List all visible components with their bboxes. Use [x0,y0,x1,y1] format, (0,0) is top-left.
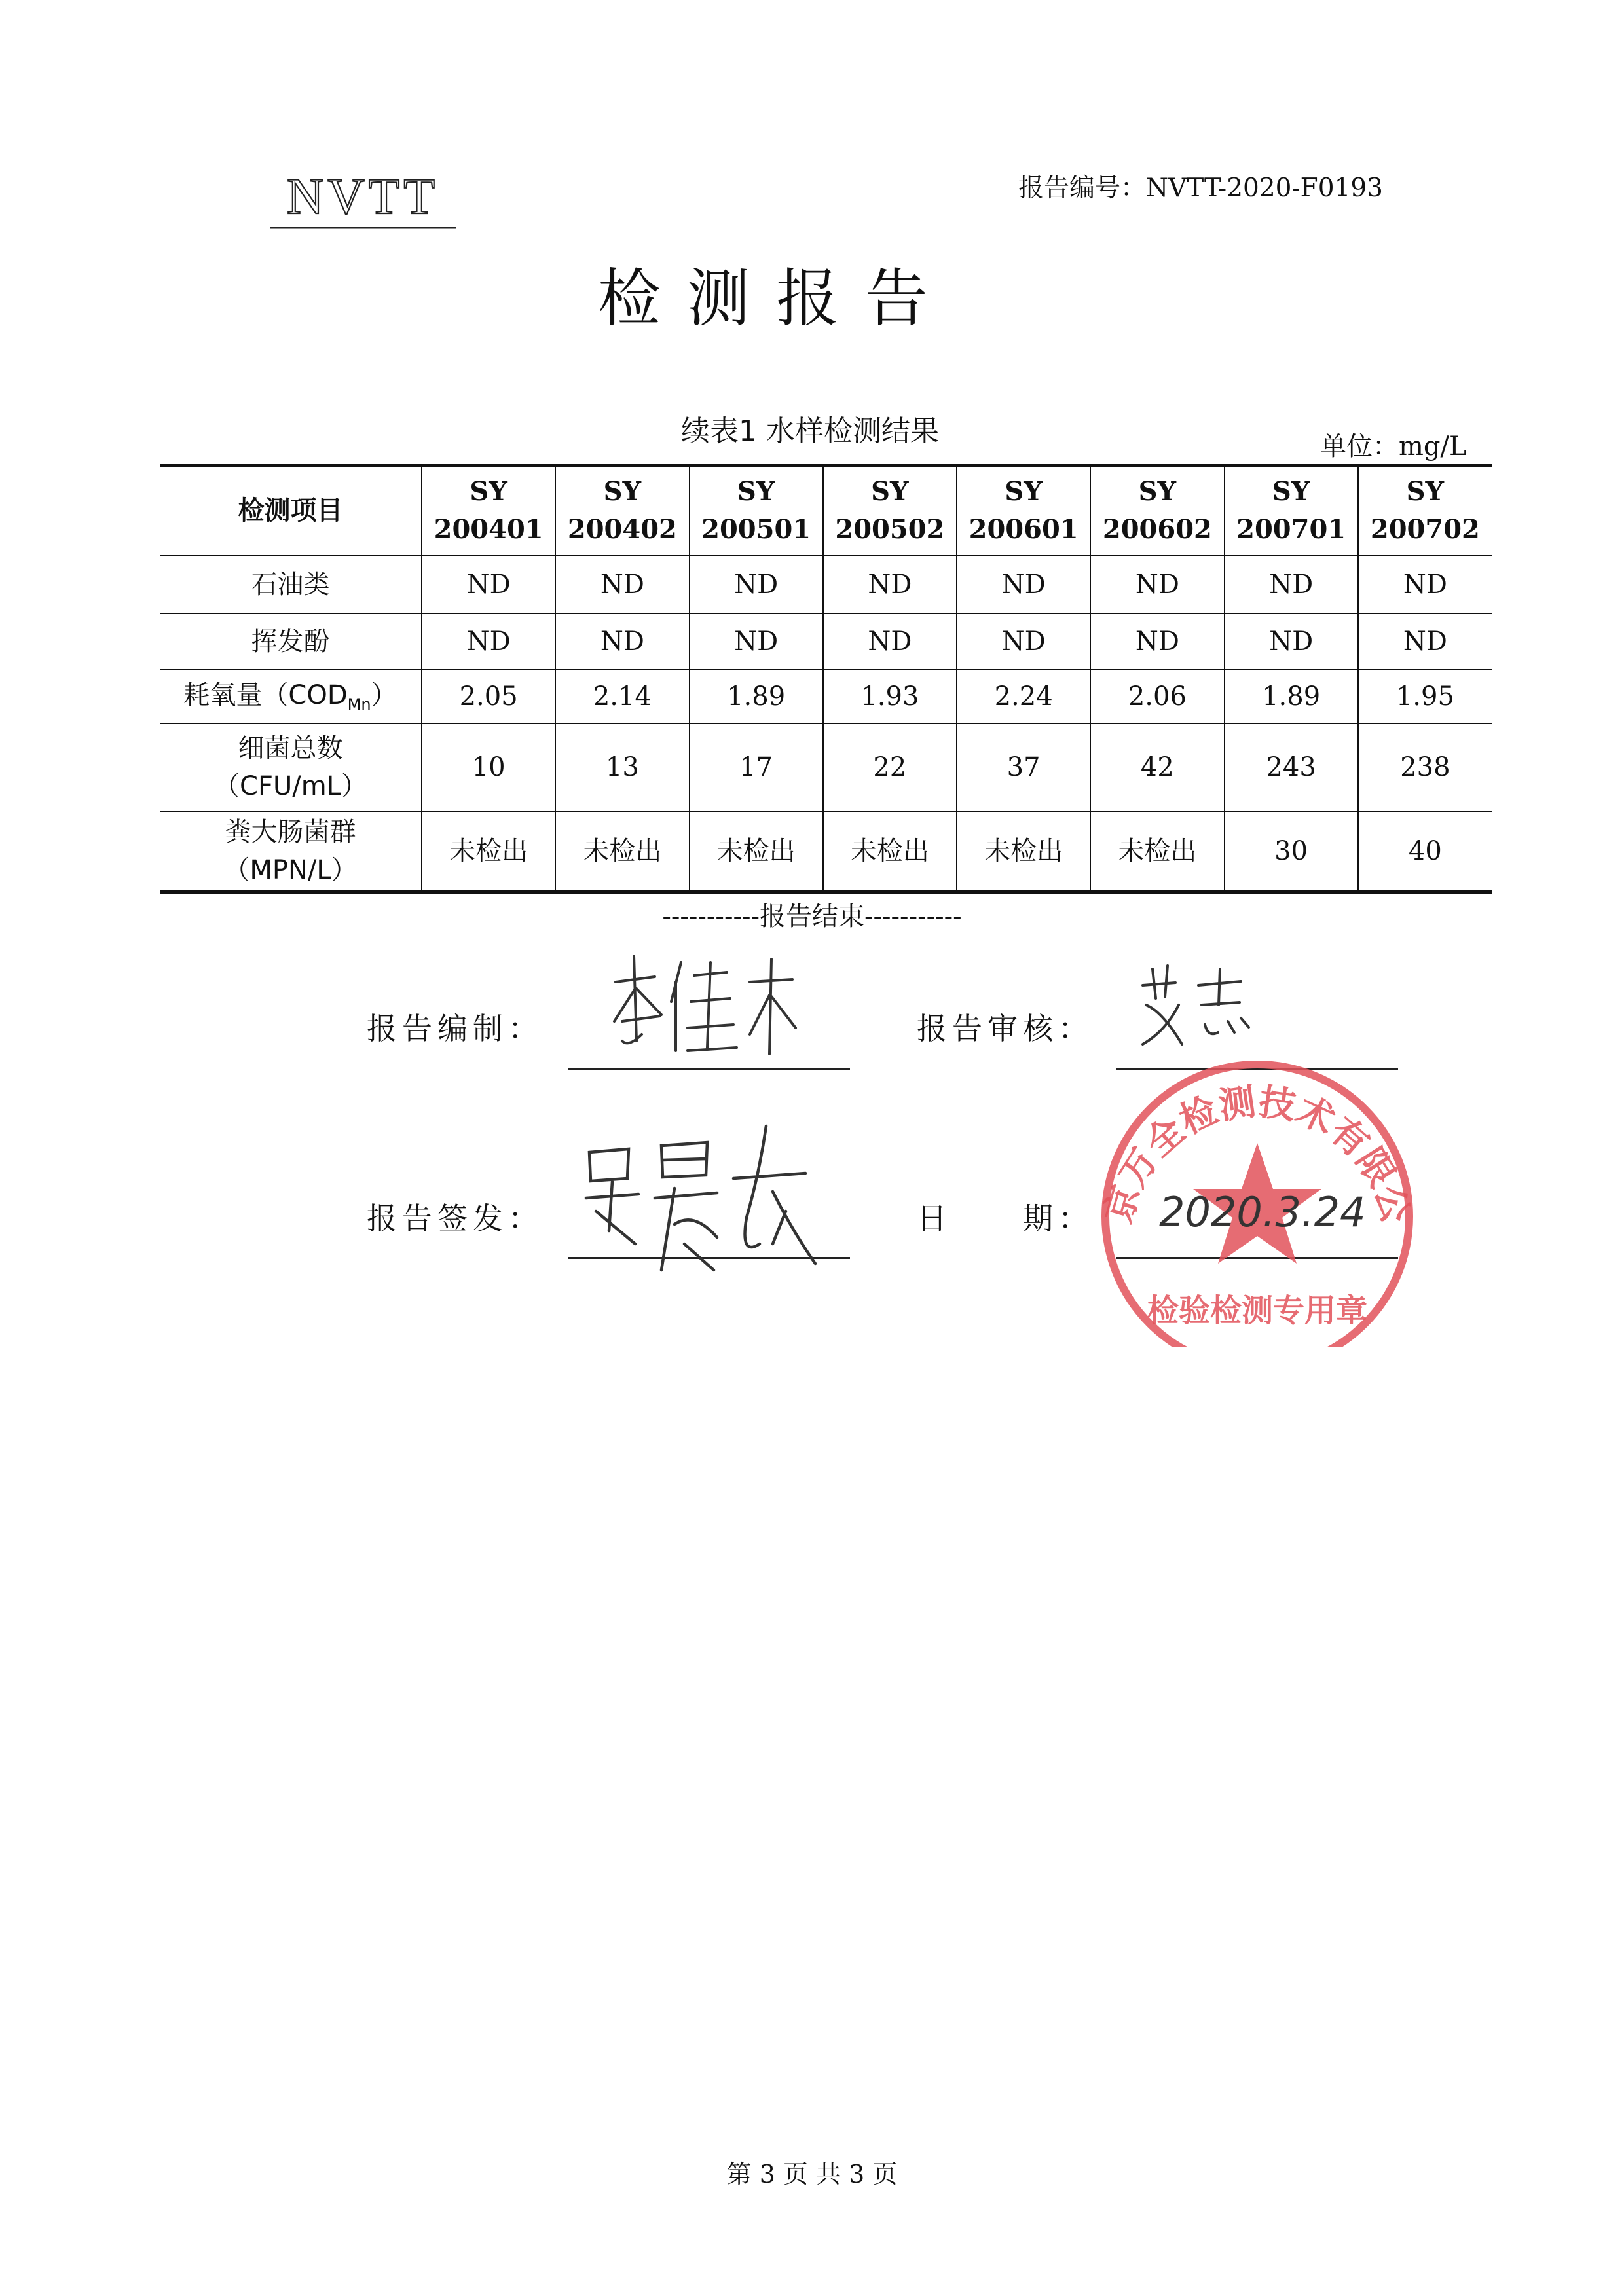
reviewed-by-signature [1136,959,1254,1051]
table-row [160,723,1492,811]
table-row [160,670,1492,723]
row-name: 石油类 [160,556,422,613]
table-cell: ND [957,556,1090,613]
row-name: 挥发酚 [160,613,422,670]
prepared-by-signature [602,943,805,1061]
column-header: SY 200502 [823,465,957,556]
table-cell: 2.05 [422,670,555,723]
table-cell: 2.14 [555,670,689,723]
table-cell: 42 [1090,723,1224,811]
row-name: 粪大肠菌群 （MPN/L） [160,811,422,892]
table-cell: ND [1090,613,1224,670]
table-cell: ND [422,613,555,670]
reviewed-by-label: 报告审核： [917,1011,1094,1046]
row-name: 细菌总数 （CFU/mL） [160,723,422,811]
table-cell: 1.95 [1358,670,1492,723]
table-cell: ND [957,613,1090,670]
row-name: 耗氧量$(COD_{Mn})$ [160,670,422,723]
report-number [1018,168,1383,204]
issued-by-signature [576,1113,819,1290]
table-cell: 未检出 [555,811,689,892]
table-cell: ND [422,556,555,613]
table-cell: 未检出 [957,811,1090,892]
table-cell: 未检出 [823,811,957,892]
prepared-by-line [568,1068,850,1070]
table-cell: ND [823,556,957,613]
table-cell: 238 [1358,723,1492,811]
table-cell: 2.24 [957,670,1090,723]
issued-by-label: 报告签发： [367,1201,544,1236]
column-header: SY 200702 [1358,465,1492,556]
table-cell: 未检出 [422,811,555,892]
table-cell: 17 [690,723,823,811]
table-cell: ND [823,613,957,670]
report-number-value: NVTT-2020-F0193 [1146,173,1383,203]
table-cell: ND [1358,613,1492,670]
table-header-row [160,465,1492,556]
table-cell: 1.89 [1225,670,1358,723]
svg-text:南京万全检测技术有限公司: 京万全检测技术有限公 [1097,1080,1418,1228]
table-caption: 续表1 水样检测结果 [681,414,939,448]
date-label: 日 期： [917,1201,1094,1236]
table-cell: 40 [1358,811,1492,892]
table-row [160,556,1492,613]
company-logo [265,172,461,234]
report-number-label: 报告编号： [1018,173,1147,203]
table-cell: 13 [555,723,689,811]
svg-text:NVTT: NVTT [287,172,439,225]
table-cell: 37 [957,723,1090,811]
report-end-marker: -----------报告结束----------- [662,902,962,932]
table-cell: ND [1225,556,1358,613]
table-cell: 未检出 [690,811,823,892]
table-cell: 2.06 [1090,670,1224,723]
table-cell: 1.93 [823,670,957,723]
table-row [160,613,1492,670]
svg-text:检验检测专用章: 检验检测专用章 [1147,1292,1368,1329]
table-cell: 1.89 [690,670,823,723]
table-unit: 单位：mg/L [1320,431,1467,462]
column-header: SY 200402 [555,465,689,556]
table-cell: ND [1090,556,1224,613]
table-cell: 10 [422,723,555,811]
table-cell: 22 [823,723,957,811]
table-row [160,811,1492,892]
page-title: 检测报告 [598,262,954,335]
table-cell: 未检出 [1090,811,1224,892]
column-header: SY 200401 [422,465,555,556]
table-cell: ND [555,556,689,613]
prepared-by-label: 报告编制： [367,1011,544,1046]
column-header: SY 200601 [957,465,1090,556]
table-cell: 243 [1225,723,1358,811]
column-header: SY 200501 [690,465,823,556]
table-cell: ND [690,613,823,670]
table-cell: 30 [1225,811,1358,892]
date-value: 2020.3.24 [1159,1188,1366,1236]
page-footer: 第 3 页 共 3 页 [726,2160,898,2189]
table-cell: ND [1225,613,1358,670]
results-table [160,464,1492,894]
item-header: 检测项目 [160,465,422,556]
table-cell: ND [690,556,823,613]
table-cell: ND [1358,556,1492,613]
column-header: SY 200602 [1090,465,1224,556]
table-cell: ND [555,613,689,670]
column-header: SY 200701 [1225,465,1358,556]
